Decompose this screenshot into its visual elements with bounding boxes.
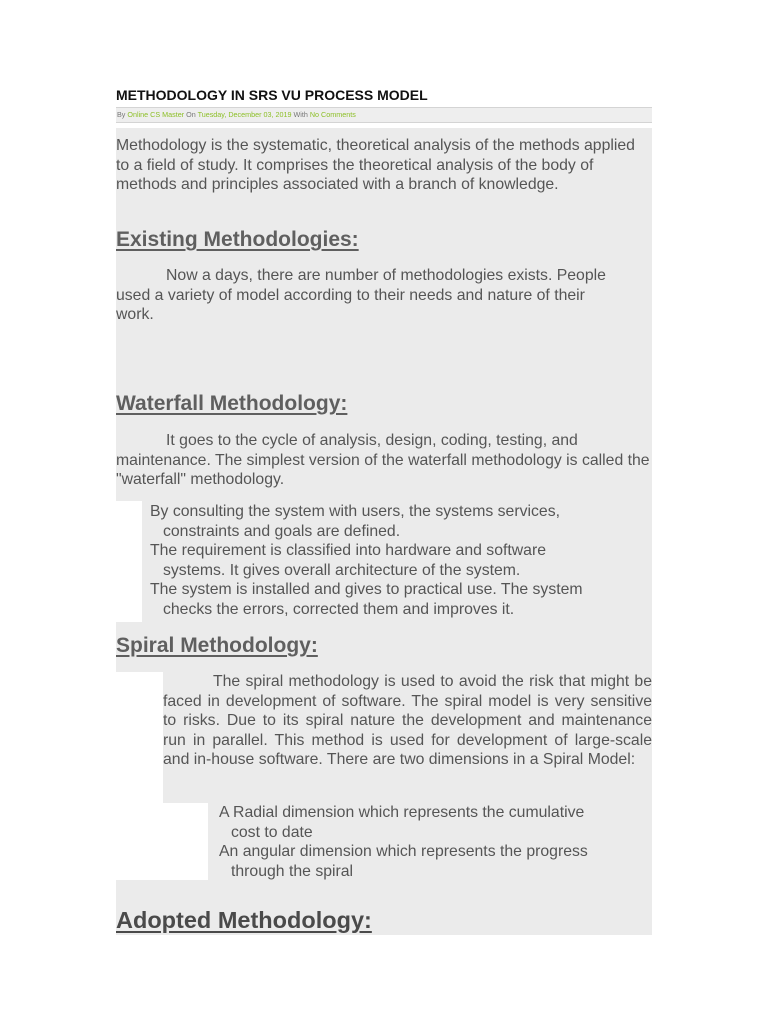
bullet-text-line: systems. It gives overall architecture of the system. (163, 561, 521, 579)
spiral-paragraph: The spiral methodology is used to avoid the risk that might be faced in development of software. The spiral model is very sensitive to risks. Due to its spiral nature the development and maintenance run in parallel. This method is used for development of large-scale and in-house software. There are two dimensions in a Spiral Model: (163, 673, 652, 769)
list-item (140, 580, 652, 619)
intro-paragraph: Methodology is the systematic, theoretical analysis of the methods applied to a field of study. It comprises the theoretical analysis of the body of methods and principles associated with a branch of knowledge. (116, 137, 635, 194)
spiral-bullet-list (209, 803, 652, 881)
list-item (140, 541, 652, 580)
bullet-text-line: checks the errors, corrected them and improves it. (163, 600, 515, 618)
spiral-heading: Spiral Methodology: (116, 634, 318, 657)
waterfall-heading: Waterfall Methodology: (116, 392, 348, 415)
waterfall-bullet-list (140, 502, 652, 619)
comments-link[interactable]: No Comments (309, 110, 356, 119)
bullet-text-line: constraints and goals are defined. (163, 522, 401, 540)
bullet-text-line: The requirement is classified into hardware and software (150, 542, 546, 559)
list-item (140, 502, 652, 541)
waterfall-paragraph: It goes to the cycle of analysis, design, coding, testing, and maintenance. The simplest version of the waterfall methodology is called the "waterfall" methodology. (116, 432, 650, 489)
bullet-text-line: An angular dimension which represents the progress (219, 843, 588, 860)
bullet-text-line: through the spiral (231, 862, 354, 880)
bullet-text-line: By consulting the system with users, the systems services, (150, 503, 560, 520)
by-label: By (117, 110, 126, 119)
bullet-text-line: A Radial dimension which represents the cumulative (219, 804, 585, 821)
date-link[interactable]: Tuesday, December 03, 2019 (197, 110, 292, 119)
bullet-text-line: The system is installed and gives to practical use. The system (150, 581, 583, 598)
author-link[interactable]: Online CS Master (127, 110, 185, 119)
article-meta-bar (116, 107, 652, 123)
with-label: With (293, 110, 308, 119)
adopted-heading: Adopted Methodology: (116, 907, 372, 933)
existing-heading: Existing Methodologies: (116, 228, 359, 251)
existing-paragraph: Now a days, there are number of methodologies exists. People used a variety of model according to their needs and nature of their work. (116, 267, 606, 324)
article-title: METHODOLOGY IN SRS VU PROCESS MODEL (116, 87, 428, 103)
on-label: On (186, 110, 196, 119)
highlight-block (116, 880, 208, 894)
list-item (209, 803, 652, 842)
list-item (209, 842, 652, 881)
bullet-text-line: cost to date (231, 823, 313, 841)
